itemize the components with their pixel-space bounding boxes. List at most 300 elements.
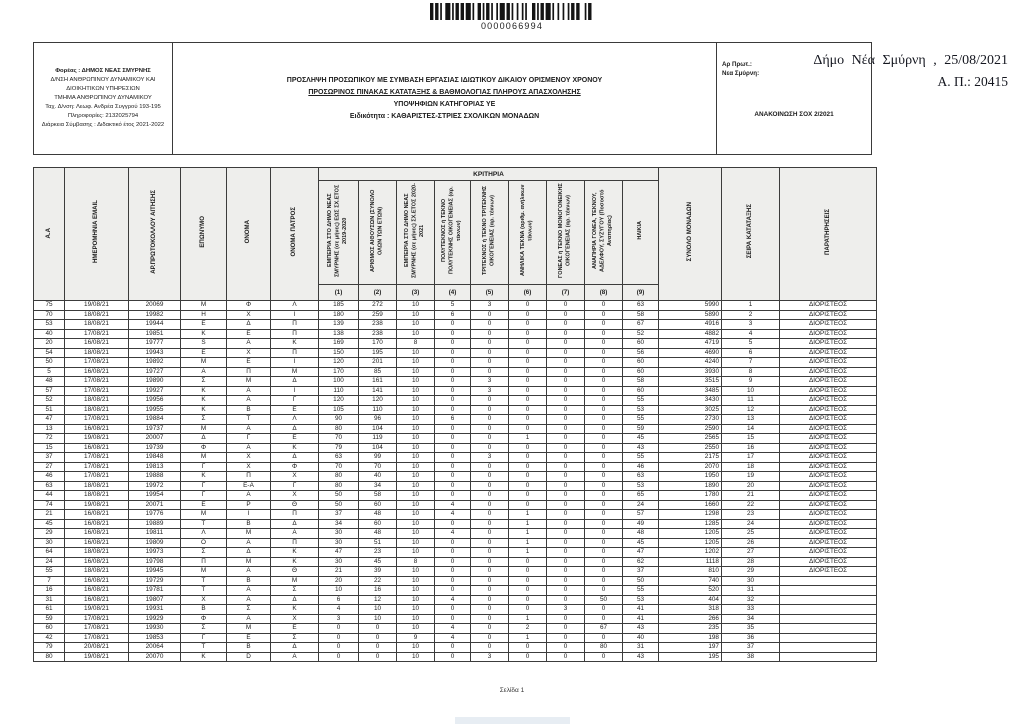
- table-cell: 18/08/21: [65, 567, 129, 577]
- table-cell: 60: [623, 386, 659, 396]
- table-cell: 34: [319, 519, 359, 529]
- table-cell: ΔΙΟΡΙΣΤΕΟΣ: [780, 538, 877, 548]
- table-cell: Ρ: [227, 500, 271, 510]
- col-label: ΗΛΙΚΙΑ: [636, 220, 643, 240]
- table-cell: 63: [319, 453, 359, 463]
- table-cell: Κ: [181, 405, 227, 415]
- table-cell: 0: [585, 348, 623, 358]
- table-cell: 52: [623, 329, 659, 339]
- table-cell: 0: [471, 624, 509, 634]
- table-cell: 0: [359, 643, 397, 653]
- table-cell: 0: [585, 462, 623, 472]
- table-cell: 30: [319, 529, 359, 539]
- table-cell: 13: [34, 424, 65, 434]
- header-row-top: [34, 168, 877, 181]
- table-row: [34, 472, 877, 482]
- table-cell: 5: [435, 301, 471, 311]
- criteria-num-1: (1): [319, 285, 359, 301]
- table-cell: 51: [34, 405, 65, 415]
- table-cell: Π: [271, 510, 319, 520]
- table-cell: 10: [397, 377, 435, 387]
- criteria-col-9: [623, 181, 659, 285]
- agency-department: ΤΜΗΜΑ ΑΝΘΡΩΠΙΝΟΥ ΔΥΝΑΜΙΚΟΥ: [54, 95, 152, 102]
- table-cell: 16/08/21: [65, 595, 129, 605]
- table-cell: 19848: [129, 453, 181, 463]
- table-cell: 0: [509, 348, 547, 358]
- table-cell: 1: [509, 633, 547, 643]
- table-cell: 17/08/21: [65, 358, 129, 368]
- table-row: [34, 348, 877, 358]
- table-cell: Ε: [181, 348, 227, 358]
- table-cell: 16/08/21: [65, 538, 129, 548]
- table-row: [34, 320, 877, 330]
- table-cell: 3: [471, 301, 509, 311]
- table-cell: 810: [659, 567, 722, 577]
- barcode-number: 0000066994: [480, 21, 544, 31]
- table-cell: 2565: [659, 434, 722, 444]
- table-cell: 19/08/21: [65, 652, 129, 662]
- table-cell: 10: [397, 310, 435, 320]
- table-cell: 59: [623, 424, 659, 434]
- table-cell: 0: [435, 643, 471, 653]
- table-cell: 18/08/21: [65, 491, 129, 501]
- table-cell: 266: [659, 614, 722, 624]
- table-cell: 6: [319, 595, 359, 605]
- table-cell: 0: [585, 424, 623, 434]
- table-cell: Λ: [271, 301, 319, 311]
- table-cell: 318: [659, 605, 722, 615]
- table-cell: Α: [181, 367, 227, 377]
- col-label: ΑΡΙΘΜΟΣ ΑΙΘΟΥΣΩΝ (ΣΥΝΟΛΟ ΟΛΩΝ ΤΩΝ ΕΤΩΝ): [370, 188, 384, 272]
- table-row: [34, 462, 877, 472]
- table-cell: 46: [34, 472, 65, 482]
- table-cell: Ο: [181, 538, 227, 548]
- table-cell: Ι: [271, 358, 319, 368]
- table-cell: 19944: [129, 320, 181, 330]
- table-cell: 18/08/21: [65, 481, 129, 491]
- col-label: ΤΡΙΤΕΚΝΟΣ ή ΤΕΚΝΟ ΤΡΙΤΕΚΝΗΣ ΟΙΚΟΓΕΝΕΙΑΣ (αρ. τέκνων): [482, 185, 496, 275]
- table-cell: Δ: [271, 519, 319, 529]
- table-cell: 44: [34, 491, 65, 501]
- criteria-col-2: [359, 181, 397, 285]
- table-cell: 0: [435, 557, 471, 567]
- table-cell: 57: [34, 386, 65, 396]
- table-cell: Δ: [227, 548, 271, 558]
- table-cell: 238: [359, 329, 397, 339]
- table-cell: 0: [435, 481, 471, 491]
- table-cell: 15: [722, 434, 780, 444]
- table-cell: 9: [397, 633, 435, 643]
- protocol-number: Α. Π.: 20415: [937, 74, 1008, 89]
- table-cell: 10: [397, 500, 435, 510]
- table-cell: 10: [397, 519, 435, 529]
- table-cell: 1660: [659, 500, 722, 510]
- table-cell: 185: [319, 301, 359, 311]
- table-cell: 20/08/21: [65, 643, 129, 653]
- table-cell: 0: [471, 538, 509, 548]
- criteria-col-4: [435, 181, 471, 285]
- table-cell: 0: [509, 424, 547, 434]
- table-cell: 0: [509, 301, 547, 311]
- table-cell: 0: [547, 481, 585, 491]
- table-cell: 180: [319, 310, 359, 320]
- table-cell: 0: [547, 348, 585, 358]
- title-line-1: ΠΡΟΣΛΗΨΗ ΠΡΟΣΩΠΙΚΟΥ ΜΕ ΣΥΜΒΑΣΗ ΕΡΓΑΣΙΑΣ ΙΔΙΩΤΙΚΟΥ ΔΙΚΑΙΟΥ ΟΡΙΣΜΕΝΟΥ ΧΡΟΝΟΥ: [286, 76, 603, 84]
- table-cell: 141: [359, 386, 397, 396]
- table-cell: Π: [271, 538, 319, 548]
- table-cell: 10: [397, 396, 435, 406]
- table-cell: 110: [319, 386, 359, 396]
- table-cell: 19954: [129, 491, 181, 501]
- announcement-label: ΑΝΑΚΟΙΝΩΣΗ ΣΟΧ 2/2021: [754, 111, 834, 118]
- table-cell: 60: [359, 519, 397, 529]
- table-cell: 10: [397, 472, 435, 482]
- table-cell: 0: [547, 386, 585, 396]
- table-cell: 21: [722, 491, 780, 501]
- table-cell: 19777: [129, 339, 181, 349]
- table-cell: 19892: [129, 358, 181, 368]
- table-cell: Α: [227, 586, 271, 596]
- table-cell: 62: [623, 557, 659, 567]
- table-cell: Μ: [227, 557, 271, 567]
- table-cell: 58: [623, 310, 659, 320]
- table-cell: 53: [623, 405, 659, 415]
- table-cell: Σ: [181, 415, 227, 425]
- ranking-table: [33, 167, 877, 662]
- table-cell: ΔΙΟΡΙΣΤΕΟΣ: [780, 424, 877, 434]
- table-cell: 85: [359, 367, 397, 377]
- table-cell: 17/08/21: [65, 614, 129, 624]
- table-cell: 4: [319, 605, 359, 615]
- table-cell: 13: [722, 415, 780, 425]
- table-cell: Δ: [271, 453, 319, 463]
- table-cell: 2: [509, 624, 547, 634]
- criteria-col-6: [509, 181, 547, 285]
- table-cell: Ε: [227, 329, 271, 339]
- col-label: ΑΝΗΛΙΚΑ ΤΕΚΝΑ (αριθμ. ανήλικων τέκνων): [520, 184, 534, 276]
- col-label: ΑΡ.ΠΡΩΤΟΚΟΛΛΟΥ ΑΙΤΗΣΗΣ: [150, 189, 158, 274]
- table-cell: 0: [471, 443, 509, 453]
- table-cell: 404: [659, 595, 722, 605]
- table-cell: 70: [319, 462, 359, 472]
- table-cell: 1: [509, 510, 547, 520]
- table-cell: 67: [585, 624, 623, 634]
- table-cell: S: [181, 339, 227, 349]
- table-cell: 0: [435, 538, 471, 548]
- col-header-aa: [34, 168, 65, 301]
- table-cell: 0: [585, 481, 623, 491]
- table-cell: Μ: [227, 624, 271, 634]
- table-cell: 0: [471, 329, 509, 339]
- table-cell: 34: [359, 481, 397, 491]
- table-cell: 0: [547, 519, 585, 529]
- table-cell: 0: [509, 500, 547, 510]
- table-cell: Σ: [181, 377, 227, 387]
- table-cell: 16/08/21: [65, 510, 129, 520]
- table-cell: 10: [397, 538, 435, 548]
- title-line-2: ΠΡΟΣΩΡΙΝΟΣ ΠΙΝΑΚΑΣ ΚΑΤΑΤΑΞΗΣ & ΒΑΘΜΟΛΟΓΙΑΣ ΠΛΗΡΟΥΣ ΑΠΑΣΧΟΛΗΣΗΣ: [308, 88, 581, 96]
- table-cell: 5890: [659, 310, 722, 320]
- table-cell: Α: [227, 491, 271, 501]
- table-cell: 0: [509, 472, 547, 482]
- table-cell: 40: [359, 472, 397, 482]
- table-cell: 19811: [129, 529, 181, 539]
- table-cell: 0: [435, 434, 471, 444]
- table-row: [34, 339, 877, 349]
- table-cell: 4: [435, 595, 471, 605]
- table-cell: 0: [547, 462, 585, 472]
- table-cell: 0: [585, 510, 623, 520]
- table-cell: [780, 624, 877, 634]
- table-cell: ΔΙΟΡΙΣΤΕΟΣ: [780, 405, 877, 415]
- table-cell: 45: [359, 557, 397, 567]
- table-cell: 0: [585, 396, 623, 406]
- table-cell: 3430: [659, 396, 722, 406]
- table-cell: 19: [722, 472, 780, 482]
- table-cell: 20070: [129, 652, 181, 662]
- table-cell: 4240: [659, 358, 722, 368]
- table-cell: ΔΙΟΡΙΣΤΕΟΣ: [780, 320, 877, 330]
- table-cell: 32: [722, 595, 780, 605]
- table-cell: 10: [397, 529, 435, 539]
- table-cell: 16: [34, 586, 65, 596]
- table-cell: 235: [659, 624, 722, 634]
- table-cell: 19930: [129, 624, 181, 634]
- table-cell: 0: [435, 652, 471, 662]
- table-cell: ΔΙΟΡΙΣΤΕΟΣ: [780, 329, 877, 339]
- table-cell: 5: [34, 367, 65, 377]
- table-cell: 0: [509, 443, 547, 453]
- table-cell: 5990: [659, 301, 722, 311]
- table-cell: 0: [435, 396, 471, 406]
- table-cell: 20: [34, 339, 65, 349]
- table-cell: 20071: [129, 500, 181, 510]
- table-cell: 4690: [659, 348, 722, 358]
- table-cell: 10: [359, 614, 397, 624]
- table-cell: 0: [585, 557, 623, 567]
- table-cell: Δ: [271, 595, 319, 605]
- table-cell: ΔΙΟΡΙΣΤΕΟΣ: [780, 462, 877, 472]
- table-cell: 21: [34, 510, 65, 520]
- table-cell: Π: [271, 320, 319, 330]
- table-cell: 67: [623, 320, 659, 330]
- table-cell: 16/08/21: [65, 576, 129, 586]
- table-cell: ΔΙΟΡΙΣΤΕΟΣ: [780, 301, 877, 311]
- table-cell: 1205: [659, 529, 722, 539]
- table-cell: 0: [547, 595, 585, 605]
- table-cell: 0: [585, 576, 623, 586]
- criteria-num-2: (2): [359, 285, 397, 301]
- table-cell: 43: [623, 624, 659, 634]
- table-cell: 10: [397, 443, 435, 453]
- table-cell: 35: [722, 624, 780, 634]
- table-cell: 60: [623, 358, 659, 368]
- table-cell: 20007: [129, 434, 181, 444]
- agency-info-box: [33, 42, 173, 155]
- table-cell: 54: [34, 348, 65, 358]
- table-cell: 14: [722, 424, 780, 434]
- table-row: [34, 500, 877, 510]
- table-cell: 3: [547, 605, 585, 615]
- table-row: [34, 491, 877, 501]
- table-cell: 0: [435, 386, 471, 396]
- table-cell: 0: [471, 348, 509, 358]
- table-cell: 19929: [129, 614, 181, 624]
- table-cell: Ε: [227, 358, 271, 368]
- table-cell: 0: [359, 624, 397, 634]
- table-cell: 1: [722, 301, 780, 311]
- table-cell: 16/08/21: [65, 586, 129, 596]
- table-cell: 10: [397, 652, 435, 662]
- table-cell: 119: [359, 434, 397, 444]
- table-cell: 18/08/21: [65, 548, 129, 558]
- table-cell: 0: [435, 586, 471, 596]
- col-header-surname: [181, 168, 227, 301]
- table-row: [34, 358, 877, 368]
- table-cell: Β: [227, 643, 271, 653]
- table-cell: 1: [509, 519, 547, 529]
- table-row: [34, 586, 877, 596]
- table-cell: 4882: [659, 329, 722, 339]
- table-cell: 0: [585, 500, 623, 510]
- agency-directorate: Δ/ΝΣΗ ΑΝΘΡΩΠΙΝΟΥ ΔΥΝΑΜΙΚΟΥ ΚΑΙ ΔΙΟΙΚΗΤΙΚΩΝ ΥΠΗΡΕΣΙΩΝ: [50, 77, 156, 93]
- table-row: [34, 424, 877, 434]
- table-cell: 0: [471, 548, 509, 558]
- table-cell: 58: [623, 377, 659, 387]
- table-row: [34, 519, 877, 529]
- table-cell: 0: [585, 367, 623, 377]
- table-cell: 29: [34, 529, 65, 539]
- table-cell: 19798: [129, 557, 181, 567]
- title-line-3: ΥΠΟΨΗΦΙΩΝ ΚΑΤΗΓΟΡΙΑΣ ΥΕ: [393, 101, 496, 109]
- table-cell: 16/08/21: [65, 557, 129, 567]
- table-cell: 0: [509, 576, 547, 586]
- table-cell: 16/08/21: [65, 529, 129, 539]
- table-row: [34, 453, 877, 463]
- table-cell: 1285: [659, 519, 722, 529]
- barcode: [0, 3, 1024, 31]
- table-cell: 17/08/21: [65, 377, 129, 387]
- table-cell: 0: [471, 320, 509, 330]
- table-cell: ΔΙΟΡΙΣΤΕΟΣ: [780, 500, 877, 510]
- col-label: ΓΟΝΕΑΣ ή ΤΕΚΝΟ ΜΟΝΟΓΟΝΕΙΚΗΣ ΟΙΚΟΓΕΝΕΙΑΣ (αρ. τέκνων): [558, 182, 572, 278]
- table-row: [34, 405, 877, 415]
- table-cell: 0: [585, 567, 623, 577]
- table-row: [34, 548, 877, 558]
- table-cell: ΔΙΟΡΙΣΤΕΟΣ: [780, 434, 877, 444]
- table-cell: 0: [547, 443, 585, 453]
- table-cell: Χ: [227, 453, 271, 463]
- table-cell: Χ: [181, 595, 227, 605]
- table-cell: 53: [623, 481, 659, 491]
- table-cell: 79: [34, 643, 65, 653]
- table-cell: Σ: [227, 605, 271, 615]
- table-cell: 19739: [129, 443, 181, 453]
- table-cell: 0: [547, 453, 585, 463]
- table-cell: 1118: [659, 557, 722, 567]
- table-cell: 45: [34, 519, 65, 529]
- table-row: [34, 652, 877, 662]
- table-cell: 0: [435, 491, 471, 501]
- city-date: Δήμο Νέα Σμύρνη , 25/08/2021: [813, 53, 1008, 68]
- table-cell: 19982: [129, 310, 181, 320]
- table-cell: 10: [397, 415, 435, 425]
- table-cell: 0: [471, 472, 509, 482]
- table-cell: 37: [34, 453, 65, 463]
- table-cell: 19890: [129, 377, 181, 387]
- table-cell: 70: [319, 434, 359, 444]
- table-cell: 27: [34, 462, 65, 472]
- table-cell: 0: [509, 567, 547, 577]
- table-cell: Ε-Α: [227, 481, 271, 491]
- table-cell: 29: [722, 567, 780, 577]
- table-cell: 0: [509, 557, 547, 567]
- table-cell: 0: [471, 605, 509, 615]
- table-row: [34, 529, 877, 539]
- table-cell: Μ: [181, 510, 227, 520]
- table-cell: 0: [585, 614, 623, 624]
- table-cell: Τ: [181, 576, 227, 586]
- table-cell: 15: [34, 443, 65, 453]
- table-cell: Π: [271, 348, 319, 358]
- table-cell: 70: [34, 310, 65, 320]
- criteria-num-7: (7): [547, 285, 585, 301]
- table-cell: Σ: [181, 624, 227, 634]
- table-cell: 10: [397, 348, 435, 358]
- document-title-box: [172, 42, 717, 155]
- table-cell: 0: [547, 491, 585, 501]
- table-cell: 10: [397, 643, 435, 653]
- table-cell: Κ: [181, 472, 227, 482]
- table-cell: 4: [722, 329, 780, 339]
- table-cell: 0: [585, 320, 623, 330]
- table-cell: 0: [471, 396, 509, 406]
- table-cell: Κ: [181, 396, 227, 406]
- table-cell: Π: [227, 367, 271, 377]
- table-cell: ΔΙΟΡΙΣΤΕΟΣ: [780, 472, 877, 482]
- table-cell: 19/08/21: [65, 301, 129, 311]
- table-cell: 60: [34, 624, 65, 634]
- table-cell: 0: [547, 377, 585, 387]
- table-cell: 19/08/21: [65, 500, 129, 510]
- table-cell: 169: [319, 339, 359, 349]
- col-header-rank: [722, 168, 780, 301]
- table-cell: 7: [34, 576, 65, 586]
- table-cell: 47: [319, 548, 359, 558]
- table-cell: 0: [585, 548, 623, 558]
- table-cell: 18/08/21: [65, 310, 129, 320]
- barcode-image: [430, 3, 594, 20]
- table-cell: 1: [509, 614, 547, 624]
- table-cell: 272: [359, 301, 397, 311]
- table-row: [34, 633, 877, 643]
- col-label: ΗΜΕΡΟΜΗΝΙΑ EMAIL: [92, 200, 100, 263]
- col-label: Α.Α: [44, 227, 52, 238]
- table-cell: Γ: [227, 434, 271, 444]
- table-cell: 20: [319, 576, 359, 586]
- table-cell: 0: [471, 614, 509, 624]
- table-cell: Σ: [271, 586, 319, 596]
- criteria-col-7: [547, 181, 585, 285]
- table-cell: 0: [547, 567, 585, 577]
- table-cell: Σ: [181, 548, 227, 558]
- table-cell: 0: [435, 424, 471, 434]
- table-row: [34, 310, 877, 320]
- table-cell: Κ: [271, 548, 319, 558]
- table-cell: 19955: [129, 405, 181, 415]
- table-cell: 60: [359, 500, 397, 510]
- table-cell: 55: [34, 567, 65, 577]
